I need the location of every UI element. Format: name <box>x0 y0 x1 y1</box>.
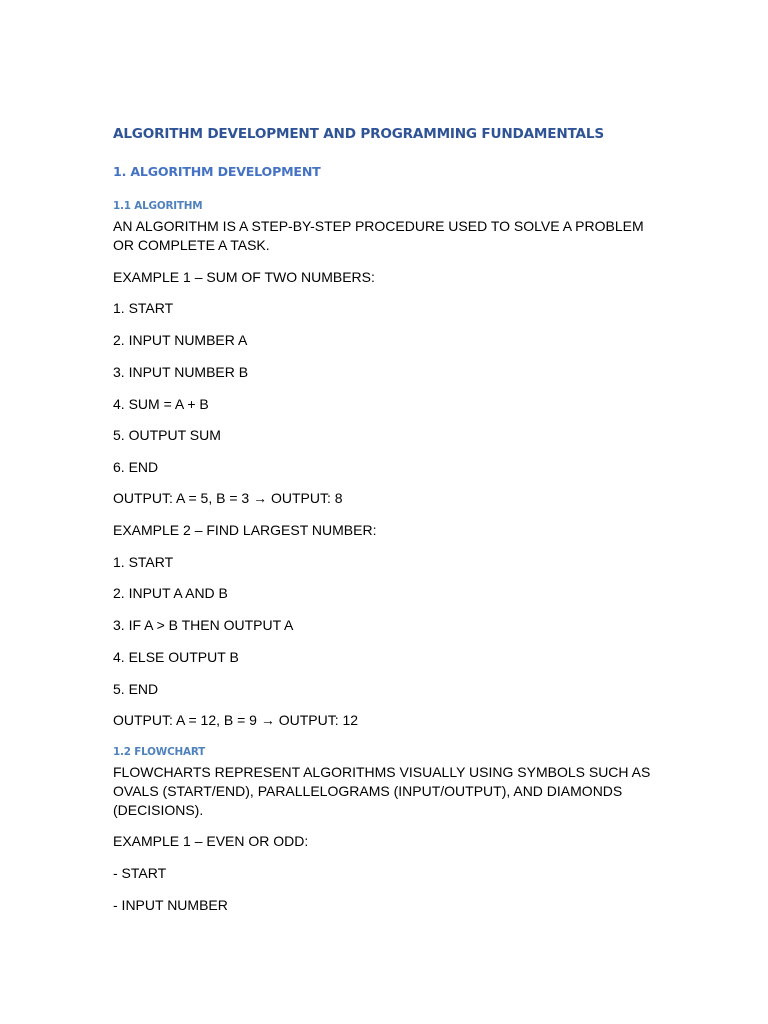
example-1-output: OUTPUT: A = 5, B = 3 → OUTPUT: 8 <box>113 490 343 506</box>
list-item: 1. START <box>113 300 174 316</box>
list-item: 6. END <box>113 459 159 475</box>
algorithm-definition-paragraph: AN ALGORITHM IS A STEP-BY-STEP PROCEDURE USED TO SOLVE A PROBLEM OR COMPLETE A TASK. <box>113 218 644 253</box>
flowchart-definition-paragraph: FLOWCHARTS REPRESENT ALGORITHMS VISUALLY USING SYMBOLS SUCH AS OVALS (START/END), PARALLELOGRAMS (INPUT/OUTPUT), AND DIAMONDS (DECISIONS). <box>113 764 651 818</box>
list-item: 4. SUM = A + B <box>113 396 209 412</box>
list-item: - START <box>113 865 167 881</box>
example-1-title: EXAMPLE 1 – SUM OF TWO NUMBERS: <box>113 269 375 285</box>
list-item: 4. ELSE OUTPUT B <box>113 649 239 665</box>
example-2-title: EXAMPLE 2 – FIND LARGEST NUMBER: <box>113 522 377 538</box>
list-item: - INPUT NUMBER <box>113 897 228 913</box>
subsection-heading-algorithm: 1.1 ALGORITHM <box>113 200 203 212</box>
list-item: 5. END <box>113 681 159 697</box>
example-2-output: OUTPUT: A = 12, B = 9 → OUTPUT: 12 <box>113 712 359 728</box>
list-item: 3. INPUT NUMBER B <box>113 364 249 380</box>
section-heading-algorithm-development: 1. ALGORITHM DEVELOPMENT <box>113 164 321 179</box>
flowchart-example-1-title: EXAMPLE 1 – EVEN OR ODD: <box>113 833 309 849</box>
document-title: ALGORITHM DEVELOPMENT AND PROGRAMMING FUNDAMENTALS <box>113 126 604 142</box>
list-item: 2. INPUT A AND B <box>113 585 228 601</box>
list-item: 5. OUTPUT SUM <box>113 427 221 443</box>
list-item: 2. INPUT NUMBER A <box>113 332 248 348</box>
subsection-heading-flowchart: 1.2 FLOWCHART <box>113 746 206 758</box>
list-item: 1. START <box>113 554 174 570</box>
list-item: 3. IF A > B THEN OUTPUT A <box>113 617 294 633</box>
